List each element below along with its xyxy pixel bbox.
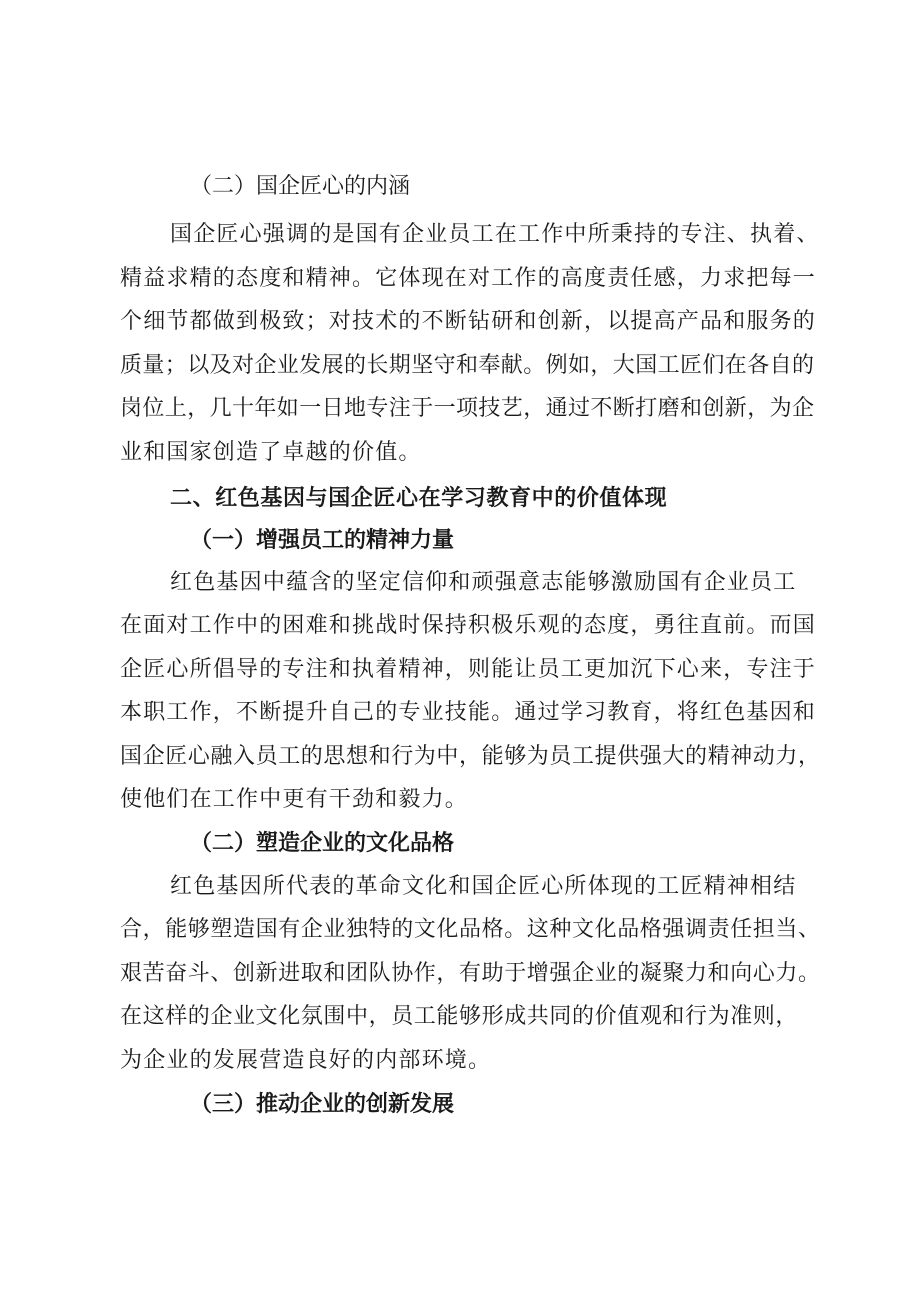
- paragraph-line: 国企匠心强调的是国有企业员工在工作中所秉持的专注、执着、: [170, 222, 820, 247]
- paragraph-line: 业和国家创造了卓越的价值。: [120, 440, 422, 465]
- paragraph-line: 本职工作，不断提升自己的专业技能。通过学习教育，将红色基因和: [120, 700, 817, 725]
- paragraph-line: 艰苦奋斗、创新进取和团队协作，有助于增强企业的凝聚力和向心力。: [120, 961, 821, 986]
- paragraph-line: 个细节都做到极致；对技术的不断钻研和创新，以提高产品和服务的: [120, 309, 817, 334]
- paragraph-line: 合，能够塑造国有企业独特的文化品格。这种文化品格强调责任担当、: [120, 917, 821, 942]
- section-heading-spirit: （一）增强员工的精神力量: [190, 527, 455, 553]
- section-heading-connotation: （二）国企匠心的内涵: [190, 174, 411, 199]
- paragraph-line: 红色基因中蕴含的坚定信仰和顽强意志能够激励国有企业员工: [170, 570, 797, 595]
- paragraph-line: 使他们在工作中更有干劲和毅力。: [120, 787, 469, 812]
- paragraph-line: 企匠心所倡导的专注和执着精神，则能让员工更加沉下心来，专注于: [120, 657, 817, 682]
- paragraph-line: 质量；以及对企业发展的长期坚守和奉献。例如，大国工匠们在各自的: [120, 353, 815, 378]
- paragraph-line: 红色基因所代表的革命文化和国企匠心所体现的工匠精神相结: [170, 874, 797, 899]
- section-heading-culture: （二）塑造企业的文化品格: [190, 830, 455, 856]
- section-heading-innovation: （三）推动企业的创新发展: [190, 1091, 455, 1117]
- paragraph-line: 在这样的企业文化氛围中，员工能够形成共同的价值观和行为准则，: [120, 1004, 799, 1029]
- chapter-heading-value: 二、红色基因与国企匠心在学习教育中的价值体现: [170, 485, 668, 511]
- paragraph-line: 岗位上，几十年如一日地专注于一项技艺，通过不断打磨和创新，为企: [120, 396, 815, 421]
- paragraph-line: 在面对工作中的困难和挑战时保持积极乐观的态度，勇往直前。而国: [120, 613, 817, 638]
- paragraph-line: 精益求精的态度和精神。它体现在对工作的高度责任感，力求把每一: [120, 266, 817, 291]
- paragraph-line: 国企匠心融入员工的思想和行为中，能够为员工提供强大的精神动力，: [120, 744, 821, 769]
- paragraph-line: 为企业的发展营造良好的内部环境。: [120, 1048, 492, 1073]
